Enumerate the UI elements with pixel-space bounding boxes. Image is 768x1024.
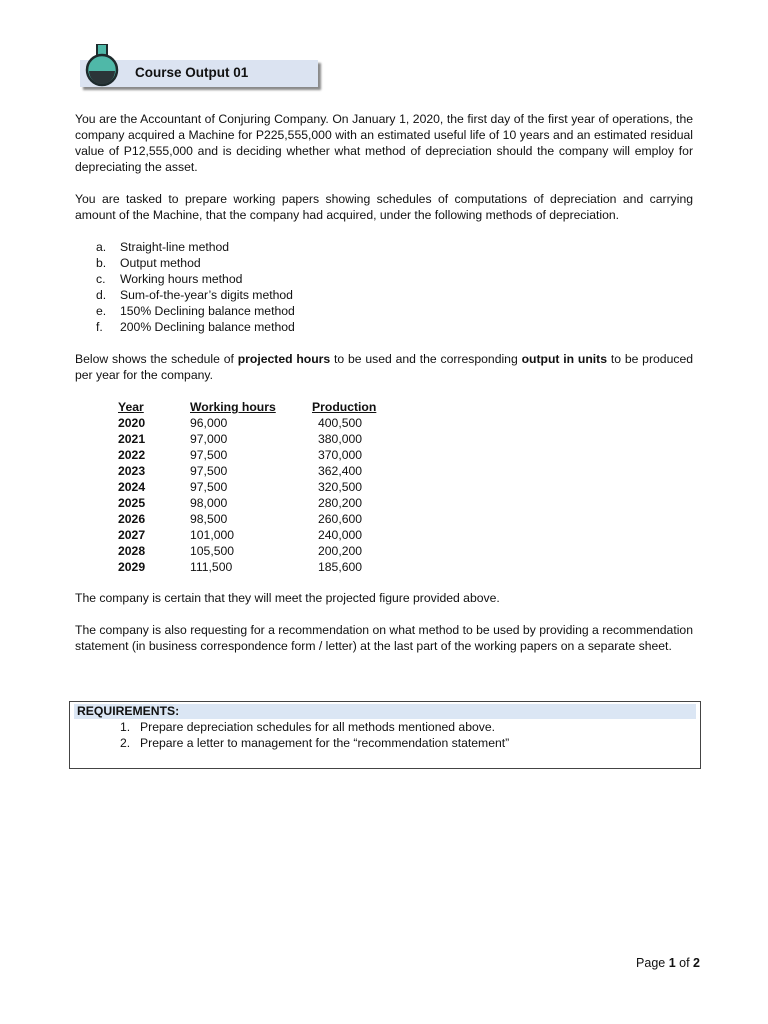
methods-list <box>96 239 295 335</box>
list-marker: e. <box>96 304 107 318</box>
header-working-hours: Working hours <box>190 400 276 414</box>
requirement-label: Prepare depreciation schedules for all methods mentioned above. <box>140 720 496 734</box>
page-title: Course Output 01 <box>135 65 249 80</box>
list-marker: f. <box>96 320 103 334</box>
requirements-list <box>70 719 700 751</box>
working-hours-cell: 111,500 <box>190 560 233 574</box>
table-row <box>118 543 376 559</box>
year-cell: 2028 <box>118 544 146 558</box>
working-hours-cell: 97,500 <box>190 448 228 462</box>
production-cell: 280,200 <box>318 496 363 510</box>
year-cell: 2023 <box>118 464 146 478</box>
year-cell: 2026 <box>118 512 146 526</box>
working-hours-cell: 101,000 <box>190 528 235 542</box>
year-cell: 2022 <box>118 448 146 462</box>
requirements-box <box>69 701 701 769</box>
table-row <box>118 479 376 495</box>
table-header-row <box>118 399 376 415</box>
working-hours-cell: 105,500 <box>190 544 235 558</box>
working-hours-cell: 97,500 <box>190 480 228 494</box>
year-cell: 2025 <box>118 496 146 510</box>
intro-paragraph: You are the Accountant of Conjuring Company. On January 1, 2020, the first day of the first year of operations, the company acquired a Machine for P225,555,000 with an estimated useful life of 10 years and an estimated residual value of P12,555,000 and is deciding whether what method of depreciation should the company will employ for depreciating the asset. <box>75 112 693 174</box>
text: to be used and the corresponding <box>330 352 522 366</box>
year-cell: 2020 <box>118 416 146 430</box>
year-cell: 2021 <box>118 432 146 446</box>
list-item <box>96 271 295 287</box>
current-page: 1 <box>668 956 676 970</box>
year-cell: 2024 <box>118 480 146 494</box>
table-row <box>118 559 376 575</box>
production-cell: 240,000 <box>318 528 363 542</box>
method-label: Working hours method <box>120 272 243 286</box>
header-production: Production <box>312 400 377 414</box>
recommend-paragraph: The company is also requesting for a recommendation on what method to be used by providing a recommendation statement (in business correspondence form / letter) at the last part of the working papers on a separate sheet. <box>75 623 693 653</box>
total-pages: 2 <box>693 956 700 970</box>
list-item <box>96 255 295 271</box>
list-item <box>96 319 295 335</box>
text: to be produced per year for the company. <box>75 352 694 382</box>
method-label: Output method <box>120 256 201 270</box>
production-cell: 260,600 <box>318 512 363 526</box>
text: Below shows the schedule of <box>75 352 238 366</box>
production-cell: 370,000 <box>318 448 363 462</box>
list-marker: a. <box>96 240 107 254</box>
table-row <box>118 431 376 447</box>
production-cell: 320,500 <box>318 480 363 494</box>
requirement-label: Prepare a letter to management for the “recommendation statement” <box>140 736 510 750</box>
list-item <box>120 719 700 735</box>
text: of <box>675 956 694 970</box>
production-cell: 200,200 <box>318 544 363 558</box>
production-cell: 362,400 <box>318 464 363 478</box>
working-hours-cell: 98,500 <box>190 512 228 526</box>
working-hours-cell: 97,000 <box>190 432 228 446</box>
page-number <box>636 955 700 971</box>
certain-paragraph: The company is certain that they will meet the projected figure provided above. <box>75 591 500 605</box>
list-item <box>96 239 295 255</box>
year-cell: 2027 <box>118 528 146 542</box>
bold-text: output in units <box>521 352 608 366</box>
bold-text: projected hours <box>237 352 331 366</box>
list-marker: d. <box>96 288 107 302</box>
production-cell: 185,600 <box>318 560 363 574</box>
method-label: Sum-of-the-year’s digits method <box>120 288 293 302</box>
production-cell: 400,500 <box>318 416 363 430</box>
list-item <box>120 735 700 751</box>
method-label: Straight-line method <box>120 240 230 254</box>
table-row <box>118 415 376 431</box>
schedule-intro-paragraph <box>75 351 693 383</box>
working-hours-cell: 98,000 <box>190 496 228 510</box>
list-item <box>96 287 295 303</box>
list-marker: c. <box>96 272 106 286</box>
table-row <box>118 511 376 527</box>
method-label: 150% Declining balance method <box>120 304 295 318</box>
list-marker: 1. <box>120 720 131 734</box>
table-row <box>118 463 376 479</box>
year-cell: 2029 <box>118 560 146 574</box>
table-row <box>118 527 376 543</box>
schedule-table <box>118 399 376 575</box>
requirements-title: REQUIREMENTS: <box>74 704 696 719</box>
working-hours-cell: 96,000 <box>190 416 228 430</box>
working-hours-cell: 97,500 <box>190 464 228 478</box>
table-row <box>118 447 376 463</box>
list-item <box>96 303 295 319</box>
table-row <box>118 495 376 511</box>
list-marker: 2. <box>120 736 131 750</box>
flask-icon <box>82 44 126 88</box>
header-year: Year <box>118 400 144 414</box>
list-marker: b. <box>96 256 107 270</box>
text: Page <box>636 956 669 970</box>
task-paragraph: You are tasked to prepare working papers showing schedules of computations of depreciation and carrying amount of the Machine, that the company had acquired, under the following methods of depreciation. <box>75 192 693 222</box>
method-label: 200% Declining balance method <box>120 320 295 334</box>
production-cell: 380,000 <box>318 432 363 446</box>
